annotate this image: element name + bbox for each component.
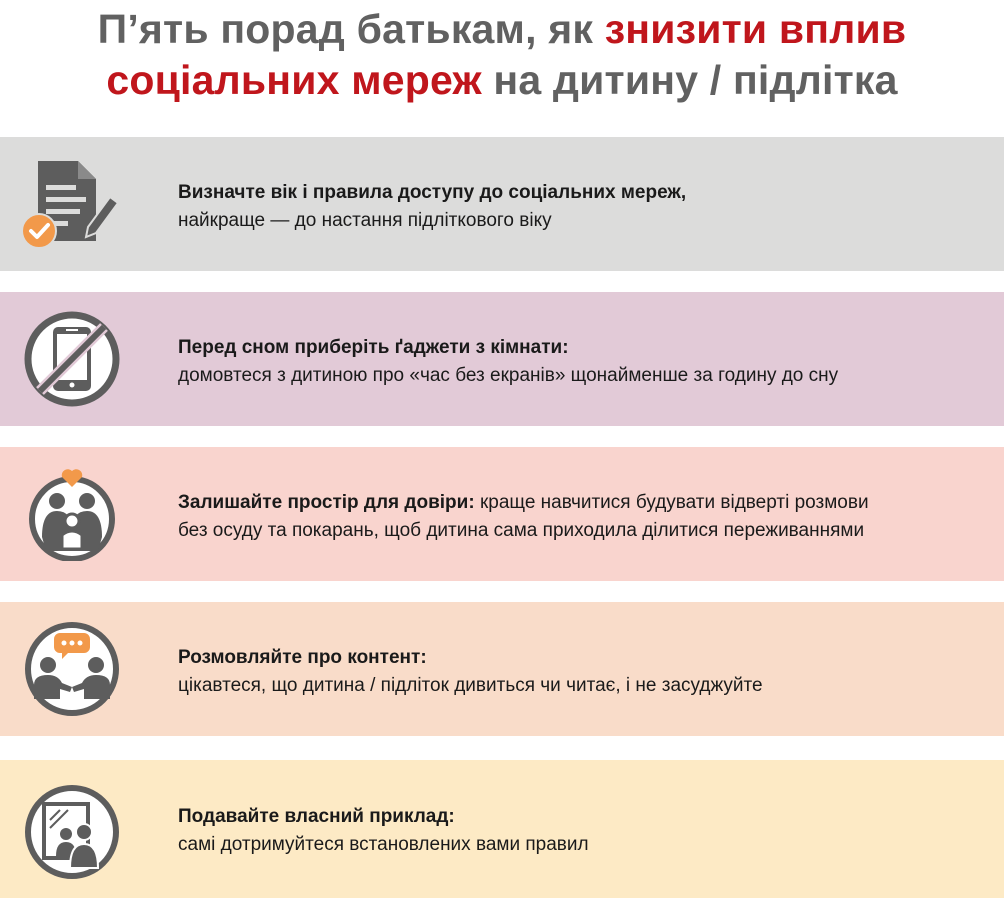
tip-4-heading: Розмовляйте про контент: <box>178 647 427 668</box>
family-heart-icon <box>22 461 122 561</box>
tip-2-body: домовтеся з дитиною про «час без екранів» щонайменше за годину до сну <box>178 365 839 386</box>
tip-1 <box>0 137 1004 271</box>
tip-2-heading: Перед сном приберіть ґаджети з кімнати: <box>178 337 569 358</box>
tip-4-text <box>178 644 974 700</box>
page-title <box>0 0 1004 106</box>
title-line-2 <box>0 55 1004 106</box>
tip-2-text <box>178 334 974 390</box>
tip-4 <box>0 602 1004 736</box>
tip-3-heading: Залишайте простір для довіри: <box>178 492 475 513</box>
tip-5-text <box>178 803 974 859</box>
tip-5 <box>0 760 1004 898</box>
title-part-2: на дитину / підлітка <box>481 57 898 103</box>
tip-2 <box>0 292 1004 426</box>
tip-3-body: без осуду та покарань, щоб дитина сама приходила ділитися переживаннями <box>178 520 865 541</box>
tip-5-body: самі дотримуйтеся встановлених вами правил <box>178 834 589 855</box>
tip-3 <box>0 447 1004 581</box>
title-part-1: П’ять порад батькам, як <box>97 6 605 52</box>
tip-3-inline: краще навчитися будувати відверті розмови <box>474 492 869 513</box>
tip-3-text <box>178 489 974 545</box>
title-accent-2: соціальних мереж <box>106 57 482 103</box>
document-check-icon <box>22 155 122 255</box>
tip-4-body: цікавтеся, що дитина / підліток дивиться чи читає, і не засуджуйте <box>178 675 763 696</box>
tip-3-first-line <box>178 489 974 517</box>
tip-1-body: найкраще — до настання підліткового віку <box>178 210 552 231</box>
tip-1-text <box>178 179 974 235</box>
conversation-icon <box>22 619 122 719</box>
tip-1-heading: Визначте вік і правила доступу до соціальних мереж, <box>178 182 687 203</box>
no-phone-icon <box>22 309 122 409</box>
title-line-1 <box>0 4 1004 55</box>
tip-5-heading: Подавайте власний приклад: <box>178 806 455 827</box>
mirror-example-icon <box>22 782 122 882</box>
title-accent-1: знизити вплив <box>604 6 907 52</box>
